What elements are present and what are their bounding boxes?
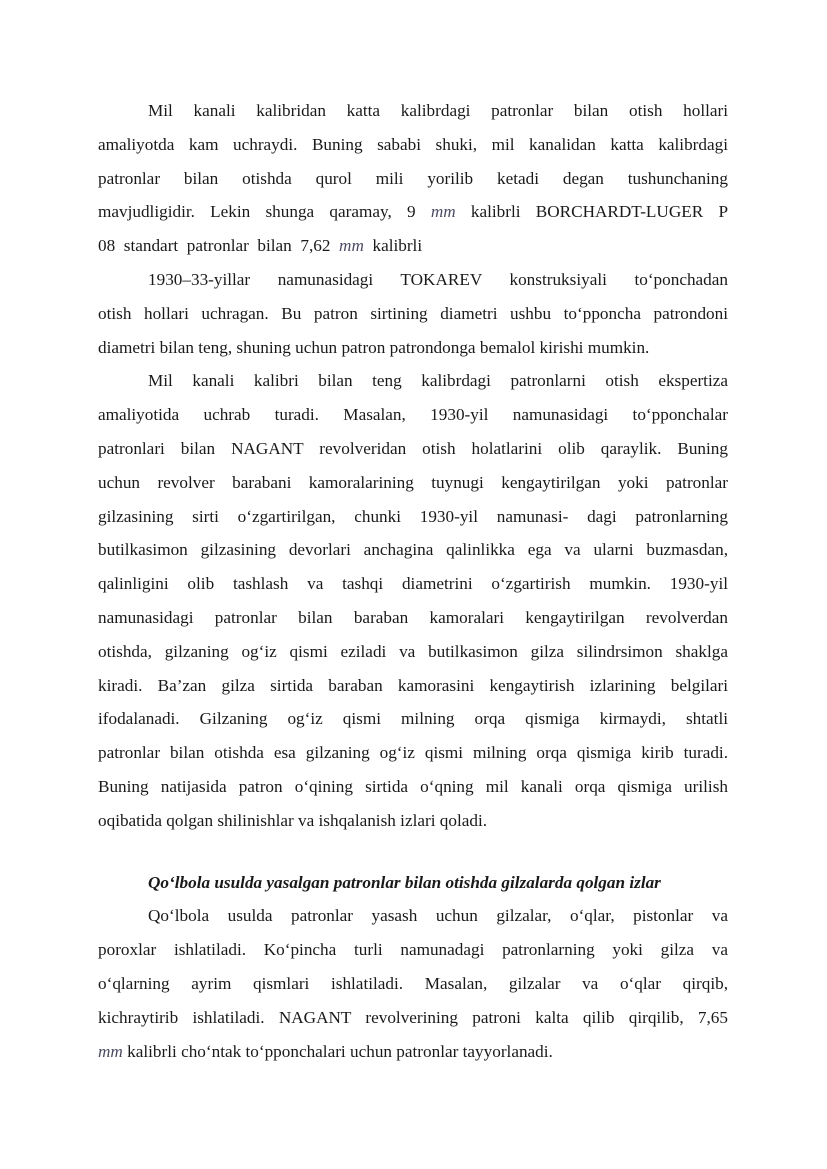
paragraph-line: diametri bilan teng, shuning uchun patron patrondonga bemalol kirishi mumkin.	[98, 337, 650, 357]
paragraph-line: amaliyotda kam uchraydi. Buning sababi shuki, mil kanalidan katta kalibrdagi	[98, 134, 728, 154]
paragraph-line: patronlar bilan otishda qurol mili yorilib ketadi degan tushunchaning	[98, 168, 728, 188]
unit-mm: mm	[339, 236, 364, 256]
paragraph-line: 1930–33-yillar namunasidagi TOKAREV konstruksiyali to‘ponchadan	[148, 269, 728, 289]
paragraph-2	[98, 263, 728, 364]
unit-mm: mm	[98, 1041, 123, 1061]
paragraph-line: patronlar bilan otishda esa gilzaning og‘iz qismi milning orqa qismiga kirib turadi.	[98, 743, 728, 763]
paragraph-line: patronlari bilan NAGANT revolveridan otish holatlarini olib qaraylik. Buning	[98, 438, 728, 458]
paragraph-line: uchun revolver barabani kamoralarining tuynugi kengaytirilgan yoki patronlar	[98, 472, 728, 492]
paragraph-line: gilzasining sirti o‘zgartirilgan, chunki 1930-yil namunasi- dagi patronlarning	[98, 506, 728, 526]
paragraph-line: kichraytirib ishlatiladi. NAGANT revolverining patroni kalta qilib qirqilib, 7,65	[98, 1007, 728, 1027]
paragraph-line: otish hollari uchragan. Bu patron sirtining diametri ushbu to‘pponcha patrondoni	[98, 303, 728, 323]
paragraph-line: Mil kanali kalibridan katta kalibrdagi patronlar bilan otish hollari	[148, 101, 728, 120]
paragraph-line: otishda, gilzaning og‘iz qismi eziladi va butilkasimon gilza silindrsimon shaklga	[98, 641, 728, 661]
paragraph-line: o‘qlarning ayrim qismlari ishlatiladi. Masalan, gilzalar va o‘qlar qirqib,	[98, 973, 728, 993]
paragraph-line: Mil kanali kalibri bilan teng kalibrdagi patronlarni otish ekspertiza	[148, 371, 728, 391]
text-run: kalibrli	[363, 236, 423, 256]
paragraph-line: poroxlar ishlatiladi. Ko‘pincha turli namunadagi patronlarning yoki gilza va	[98, 940, 728, 960]
text-run: mavjudligidir. Lekin shunga qaramay, 9	[98, 202, 431, 222]
paragraph-line	[98, 195, 728, 229]
paragraph-line: butilkasimon gilzasining devorlari anchagina qalinlikka ega va ularni buzmasdan,	[98, 540, 728, 560]
paragraph-line: namunasidagi patronlar bilan baraban kamoralari kengaytirilgan revolverdan	[98, 607, 728, 627]
paragraph-line	[98, 229, 728, 263]
paragraph-line: oqibatida qolgan shilinishlar va ishqalanish izlari qoladi.	[98, 810, 488, 830]
paragraph-1	[98, 94, 728, 263]
paragraph-3	[98, 364, 728, 837]
paragraph-line: qalinligini olib tashlash va tashqi diametrini o‘zgartirish mumkin. 1930-yil	[98, 574, 728, 594]
text-run: 08 standart patronlar bilan 7,62	[98, 236, 340, 256]
paragraph-line: Qo‘lbola usulda patronlar yasash uchun gilzalar, o‘qlar, pistonlar va	[148, 906, 728, 926]
paragraph-line: kiradi. Ba’zan gilza sirtida baraban kamorasini kengaytirish izlarining belgilari	[98, 675, 728, 695]
paragraph-line: amaliyotida uchrab turadi. Masalan, 1930-yil namunasidagi to‘pponchalar	[98, 405, 728, 425]
section-heading: Qo‘lbola usulda yasalgan patronlar bilan otishda gilzalarda qolgan izlar	[148, 872, 661, 892]
document-page	[98, 94, 728, 1068]
paragraph-4	[98, 899, 728, 1068]
paragraph-line	[98, 1035, 728, 1069]
unit-mm: mm	[430, 202, 456, 222]
text-run: kalibrli cho‘ntak to‘pponchalari uchun patronlar tayyorlanadi.	[122, 1041, 553, 1061]
paragraph-line: Buning natijasida patron o‘qining sirtida o‘qning mil kanali orqa qismiga urilish	[98, 776, 728, 796]
paragraph-line: ifodalanadi. Gilzaning og‘iz qismi milning orqa qismiga kirmaydi, shtatli	[98, 709, 728, 729]
text-run: kalibrli BORCHARDT-LUGER P	[455, 202, 728, 222]
